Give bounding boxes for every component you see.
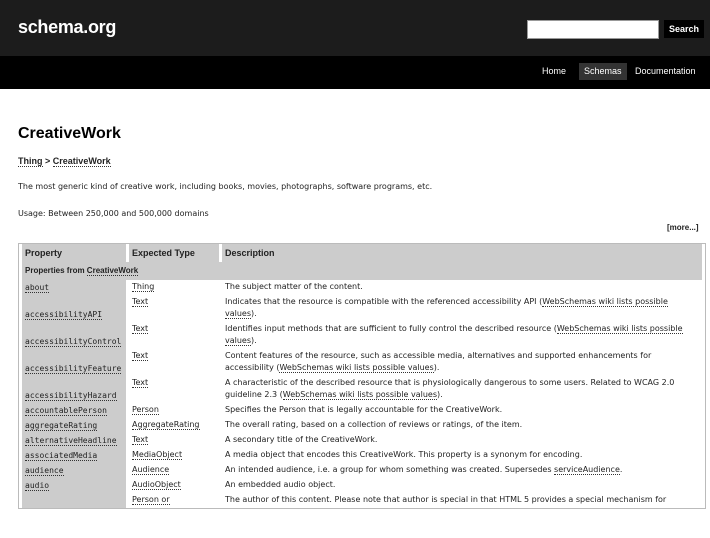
type-link[interactable]: MediaObject [132,450,183,459]
breadcrumb-current[interactable]: CreativeWork [52,156,111,166]
section-type-link[interactable]: CreativeWork [86,266,139,275]
page-title: CreativeWork [18,125,121,142]
property-link[interactable]: accessibilityAPI [25,310,103,319]
property-description: The author of this content. Please note that author is special in that HTML 5 provides a special mechanism for [225,495,667,504]
more-link[interactable]: [more...] [667,223,699,232]
property-link[interactable]: about [25,283,50,292]
property-link[interactable]: audience [25,466,64,475]
property-link[interactable]: aggregateRating [25,421,98,430]
nav-home[interactable]: Home [542,66,567,76]
nav-bar [0,56,710,89]
type-link[interactable]: AudioObject [132,480,181,489]
property-description: Identifies input methods that are sufficient to fully control the described resource (WebSchemas wiki lists possible values). [225,324,683,345]
breadcrumb [18,156,111,166]
table-row [22,493,702,508]
type-link[interactable]: Text [132,297,149,306]
nav-schemas[interactable]: Schemas [579,63,627,80]
table-header-row [22,244,702,262]
service-audience-link[interactable]: serviceAudience [554,465,620,474]
property-description: The overall rating, based on a collection of reviews or ratings, of the item. [225,420,523,429]
table-row [22,403,702,418]
type-link[interactable]: Person or [132,495,170,504]
property-link[interactable]: audio [25,481,50,490]
breadcrumb-separator: > [45,156,51,166]
table-row [22,280,702,295]
section-row: Properties from CreativeWork [22,262,702,280]
type-link[interactable]: Person [132,405,159,414]
type-link[interactable]: Thing [132,282,155,291]
wiki-link[interactable]: WebSchemas wiki lists possible values [279,363,434,372]
type-link[interactable]: Text [132,351,149,360]
type-link[interactable]: AggregateRating [132,420,200,429]
table-row [22,418,702,433]
top-header [0,0,710,56]
properties-table [18,243,706,509]
wiki-link[interactable]: WebSchemas wiki lists possible values [225,324,683,345]
header-description: Description [222,244,702,262]
property-description: An embedded audio object. [225,480,336,489]
table-row [22,376,702,403]
property-link[interactable]: accessibilityFeature [25,364,122,373]
breadcrumb-thing[interactable]: Thing [18,156,43,166]
property-link[interactable]: associatedMedia [25,451,98,460]
table-row [22,478,702,493]
property-link[interactable]: accessibilityHazard [25,391,117,400]
wiki-link[interactable]: WebSchemas wiki lists possible values [225,297,668,318]
usage-stats: Usage: Between 250,000 and 500,000 domains [18,209,209,218]
table-row [22,463,702,478]
table-row [22,448,702,463]
property-link[interactable]: accountablePerson [25,406,107,415]
nav-documentation[interactable]: Documentation [635,66,696,76]
type-link[interactable]: Audience [132,465,170,474]
wiki-link[interactable]: WebSchemas wiki lists possible values [282,390,438,399]
table-row [22,295,702,322]
search-button[interactable]: Search [664,20,704,38]
property-description: The subject matter of the content. [225,282,363,291]
property-description: An intended audience, i.e. a group for whom something was created. Supersedes serviceAudience. [225,465,623,474]
type-description: The most generic kind of creative work, including books, movies, photographs, software programs, etc. [18,182,433,191]
property-description: A media object that encodes this CreativeWork. This property is a synonym for encoding. [225,450,583,459]
site-logo[interactable]: schema.org [18,17,117,37]
table-row [22,349,702,376]
table-row [22,433,702,448]
property-description: Indicates that the resource is compatible with the referenced accessibility API (WebSchemas wiki lists possible values). [225,297,668,318]
property-link[interactable]: accessibilityControl [25,337,122,346]
type-link[interactable]: Text [132,378,149,387]
type-link[interactable]: Text [132,435,149,444]
property-link[interactable]: alternativeHeadline [25,436,117,445]
property-description: Content features of the resource, such as accessible media, alternatives and supported enhancements for accessibility (WebSchemas wiki lists possible values). [225,351,652,372]
property-description: A secondary title of the CreativeWork. [225,435,378,444]
header-expected-type: Expected Type [129,244,219,262]
search-input[interactable] [527,20,659,39]
header-property: Property [22,244,126,262]
property-description: Specifies the Person that is legally accountable for the CreativeWork. [225,405,503,414]
table-row [22,322,702,349]
property-description: A characteristic of the described resource that is physiologically dangerous to some users. Related to WCAG 2.0 guideline 2.3 (WebSchemas wiki lists possible values). [225,378,675,399]
type-link[interactable]: Text [132,324,149,333]
